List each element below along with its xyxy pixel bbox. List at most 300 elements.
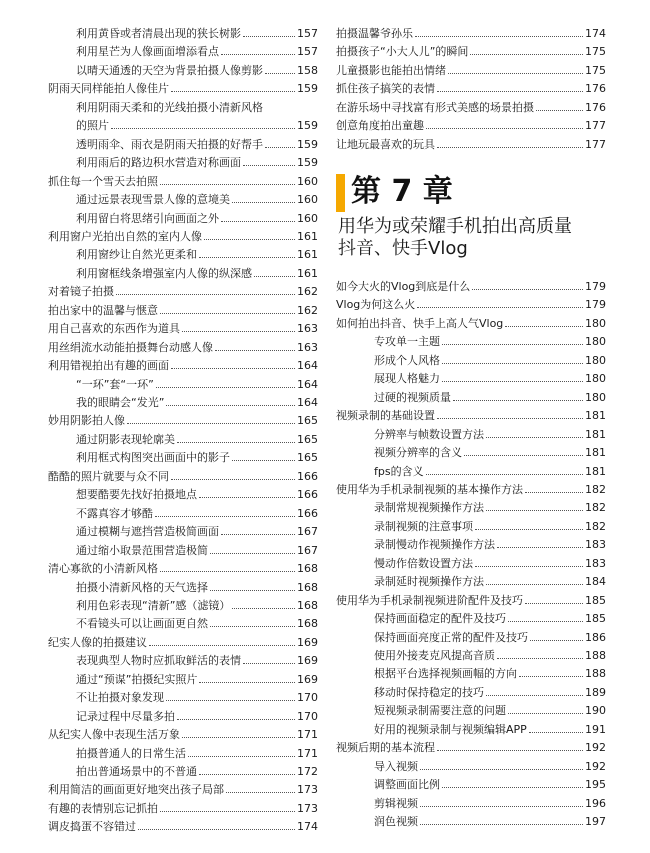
toc-entry-page: 197 (585, 815, 606, 829)
toc-leader-dots (475, 566, 583, 567)
toc-entry (336, 460, 606, 478)
toc-entry-title: 调整画面比例 (374, 778, 440, 792)
toc-leader-dots (232, 202, 295, 203)
toc-entry-title: 利用阴雨天柔和的光线拍摄小清新风格 (76, 100, 263, 114)
toc-entry-page: 161 (297, 266, 318, 280)
toc-entry-page: 189 (585, 685, 606, 699)
toc-entry-page: 169 (297, 672, 318, 686)
toc-entry-page: 185 (585, 593, 606, 607)
toc-entry (336, 607, 606, 625)
toc-leader-dots (525, 492, 583, 493)
toc-entry (48, 446, 318, 464)
toc-leader-dots (505, 326, 583, 327)
toc-entry-page: 173 (297, 801, 318, 815)
toc-leader-dots (529, 732, 583, 733)
toc-entry (48, 40, 318, 58)
toc-entry-title: 拍摄普通人的日常生活 (76, 746, 186, 760)
toc-leader-dots (138, 829, 295, 830)
toc-entry-title: 通过“预谋”拍摄纪实照片 (76, 672, 198, 686)
toc-leader-dots (199, 497, 295, 498)
toc-entry-title: 根据平台选择视频画幅的方向 (374, 667, 517, 681)
toc-entry-page: 175 (585, 63, 606, 77)
toc-entry-page: 169 (297, 635, 318, 649)
toc-entry-title: 有趣的表情别忘记抓拍 (48, 801, 158, 815)
toc-entry-page: 190 (585, 704, 606, 718)
toc-entry-page: 180 (585, 390, 606, 404)
toc-entry (336, 552, 606, 570)
toc-entry (48, 299, 318, 317)
toc-entry-page: 181 (585, 446, 606, 460)
toc-leader-dots (497, 658, 583, 659)
toc-entry-title: 从纪实人像中表现生活万象 (48, 728, 180, 742)
toc-entry-page: 157 (297, 27, 318, 40)
toc-entry-title: 的照片 (76, 119, 109, 133)
toc-entry-page: 160 (297, 193, 318, 207)
toc-entry-title: 在游乐场中寻找富有形式美感的场景拍摄 (336, 100, 534, 114)
toc-entry-page: 160 (297, 174, 318, 188)
toc-entry-page: 159 (297, 119, 318, 133)
toc-entry-title: 如何拍出抖音、快手上高人气Vlog (336, 316, 504, 330)
toc-leader-dots (442, 787, 583, 788)
toc-entry (336, 114, 606, 132)
toc-leader-dots (497, 547, 583, 548)
toc-entry-title: 让地玩最喜欢的玩具 (336, 137, 435, 151)
toc-entry-title: 清心寡欲的小清新风格 (48, 562, 158, 576)
toc-leader-dots (204, 239, 295, 240)
toc-entry-page: 160 (297, 211, 318, 225)
toc-entry-page: 166 (297, 469, 318, 483)
toc-entry (336, 77, 606, 95)
toc-entry-page: 164 (297, 359, 318, 373)
toc-entry (336, 626, 606, 644)
toc-entry (336, 644, 606, 662)
toc-entry (336, 441, 606, 459)
toc-entry (48, 170, 318, 188)
toc-leader-dots (525, 603, 583, 604)
toc-entry (336, 496, 606, 514)
toc-entry (48, 539, 318, 557)
toc-entry (48, 391, 318, 409)
toc-leader-dots (442, 363, 583, 364)
toc-entry-page: 174 (297, 820, 318, 834)
toc-entry-title: 润色视频 (374, 815, 418, 829)
toc-entry-title: 记录过程中尽量多拍 (76, 709, 175, 723)
toc-leader-dots (156, 387, 295, 388)
toc-entry (336, 755, 606, 773)
toc-entry-page: 176 (585, 82, 606, 96)
toc-entry-page: 168 (297, 598, 318, 612)
toc-leader-dots (442, 344, 583, 345)
toc-entry-page: 172 (297, 765, 318, 778)
toc-entry-title: 视频录制的基础设置 (336, 409, 435, 423)
toc-leader-dots (508, 713, 583, 714)
toc-entry-title: 使用外接麦克风提高音质 (374, 649, 495, 662)
toc-leader-dots (472, 289, 583, 290)
toc-entry-page: 181 (585, 427, 606, 441)
toc-entry-title: 视频分辨率的含义 (374, 446, 462, 460)
toc-entry (48, 797, 318, 815)
toc-leader-dots (437, 750, 583, 751)
toc-entry (48, 778, 318, 796)
toc-leader-dots (426, 128, 583, 129)
toc-entry (48, 409, 318, 427)
toc-leader-dots (177, 719, 295, 720)
toc-entry-page: 195 (585, 778, 606, 792)
toc-entry (48, 612, 318, 630)
toc-entry-page: 164 (297, 377, 318, 391)
toc-entry-title: 拍出家中的温馨与惬意 (48, 303, 158, 317)
toc-entry (48, 188, 318, 206)
toc-entry-title: Vlog为何这么火 (336, 298, 416, 312)
toc-entry (48, 317, 318, 335)
toc-leader-dots (182, 331, 295, 332)
toc-entry (336, 386, 606, 404)
toc-entry (48, 576, 318, 594)
toc-entry-page: 196 (585, 796, 606, 810)
toc-entry-title: 利用星芒为人像画面增添看点 (76, 45, 219, 59)
toc-entry-title: 表现典型人物时应抓取鲜活的表情 (76, 654, 241, 668)
toc-entry (336, 96, 606, 114)
toc-leader-dots (536, 110, 583, 111)
toc-entry (336, 736, 606, 754)
toc-entry (48, 815, 318, 833)
toc-entry-title: 利用黄昏或者清晨出现的狭长树影 (76, 27, 241, 40)
toc-entry-title: 慢动作倍数设置方法 (374, 556, 473, 570)
toc-entry-title: 利用窗纱让自然光更柔和 (76, 248, 197, 262)
toc-entry-title: 阴雨天同样能拍人像佳片 (48, 82, 169, 96)
toc-entry-title: 展现人格魅力 (374, 372, 440, 386)
toc-entry (48, 22, 318, 40)
toc-leader-dots (420, 769, 583, 770)
toc-entry (48, 336, 318, 354)
toc-leader-dots (486, 584, 583, 585)
toc-entry (336, 478, 606, 496)
toc-entry (48, 354, 318, 372)
toc-entry-title: fps的含义 (374, 464, 424, 478)
toc-entry (336, 330, 606, 348)
toc-entry-title: 拍摄小清新风格的天气选择 (76, 580, 208, 594)
toc-entry-title: 利用错视拍出有趣的画面 (48, 359, 169, 373)
toc-entry (336, 699, 606, 717)
toc-entry-title: 想要酷要先找好拍摄地点 (76, 488, 197, 502)
toc-entry-page: 166 (297, 506, 318, 520)
toc-entry-page: 159 (297, 82, 318, 96)
toc-entry-title: 保持画面稳定的配件及技巧 (374, 612, 506, 626)
toc-leader-dots (475, 529, 583, 530)
toc-entry (48, 96, 318, 114)
toc-entry (48, 557, 318, 575)
toc-entry-page: 192 (585, 759, 606, 773)
toc-entry (336, 792, 606, 810)
toc-entry (48, 668, 318, 686)
toc-leader-dots (182, 737, 295, 738)
toc-leader-dots (221, 221, 295, 222)
toc-entry (336, 40, 606, 58)
toc-entry-page: 179 (585, 298, 606, 312)
toc-entry (336, 59, 606, 77)
toc-entry-title: 儿童摄影也能拍出情绪 (336, 63, 446, 77)
toc-entry-page: 184 (585, 575, 606, 589)
toc-entry-title: 利用雨后的路边积水营造对称画面 (76, 156, 241, 170)
toc-entry-page: 182 (585, 482, 606, 496)
toc-entry-page: 177 (585, 119, 606, 133)
toc-leader-dots (210, 590, 295, 591)
toc-entry (336, 312, 606, 330)
toc-leader-dots (155, 516, 295, 517)
toc-entry (48, 225, 318, 243)
toc-entry-title: 过硬的视频质量 (374, 390, 451, 404)
toc-entry-page: 191 (585, 722, 606, 736)
toc-entry (336, 773, 606, 791)
chapter-title (338, 216, 572, 260)
toc-entry-page: 162 (297, 303, 318, 317)
toc-entry-title: 保持画面亮度正常的配件及技巧 (374, 630, 528, 644)
toc-leader-dots (486, 437, 583, 438)
toc-entry (336, 423, 606, 441)
toc-entry-title: 通过模糊与遮挡营造极简画面 (76, 525, 219, 539)
toc-entry-page: 176 (585, 100, 606, 114)
toc-entry-page: 183 (585, 538, 606, 552)
toc-entry-title: 不看镜头可以让画面更自然 (76, 617, 208, 631)
toc-entry-page: 173 (297, 783, 318, 797)
toc-leader-dots (171, 91, 295, 92)
toc-entry-title: 短视频录制需要注意的问题 (374, 704, 506, 718)
toc-leader-dots (226, 792, 295, 793)
toc-leader-dots (486, 510, 583, 511)
toc-entry (336, 718, 606, 736)
toc-entry-page: 180 (585, 372, 606, 386)
toc-leader-dots (470, 54, 583, 55)
toc-entry-title: 专攻单一主题 (374, 335, 440, 349)
toc-entry (336, 367, 606, 385)
toc-leader-dots (127, 423, 295, 424)
toc-entry (48, 428, 318, 446)
toc-entry-page: 181 (585, 409, 606, 423)
toc-entry (336, 662, 606, 680)
chapter-accent-bar (336, 174, 345, 212)
toc-entry (48, 207, 318, 225)
toc-entry (48, 502, 318, 520)
toc-leader-dots (160, 811, 295, 812)
toc-entry (48, 280, 318, 298)
toc-leader-dots (448, 73, 583, 74)
toc-leader-dots (265, 147, 295, 148)
toc-entry-title: 我的眼睛会“发光” (76, 396, 165, 409)
toc-entry (48, 243, 318, 261)
toc-entry-page: 186 (585, 630, 606, 644)
toc-leader-dots (199, 257, 295, 258)
toc-entry (48, 631, 318, 649)
toc-entry (48, 649, 318, 667)
toc-leader-dots (437, 91, 583, 92)
toc-leader-dots (265, 73, 295, 74)
toc-entry-page: 183 (585, 556, 606, 570)
toc-leader-dots (508, 621, 583, 622)
toc-entry-page: 166 (297, 488, 318, 502)
toc-leader-dots (254, 276, 295, 277)
toc-leader-dots (210, 626, 295, 627)
toc-leader-dots (188, 756, 295, 757)
toc-entry-title: 如今大火的Vlog到底是什么 (336, 280, 471, 293)
toc-leader-dots (464, 455, 583, 456)
toc-entry-page: 165 (297, 451, 318, 465)
toc-entry-page: 180 (585, 353, 606, 367)
toc-entry-title: 录制视频的注意事项 (374, 519, 473, 533)
toc-entry-page: 161 (297, 229, 318, 243)
toc-entry-title: 抓住每一个雪天去拍照 (48, 174, 158, 188)
toc-entry (336, 515, 606, 533)
toc-entry-title: 移动时保持稳定的技巧 (374, 685, 484, 699)
toc-entry-page: 185 (585, 612, 606, 626)
toc-entry (48, 59, 318, 77)
chapter-heading (336, 172, 606, 262)
toc-entry (48, 77, 318, 95)
toc-entry-page: 165 (297, 432, 318, 446)
toc-entry-title: “一环”套“一环” (76, 377, 154, 391)
chapter-title-line1: 用华为或荣耀手机拍出高质量 (338, 216, 572, 237)
toc-entry-page: 171 (297, 728, 318, 742)
toc-entry (336, 681, 606, 699)
toc-entry-page: 168 (297, 562, 318, 576)
toc-entry (336, 589, 606, 607)
toc-entry (336, 349, 606, 367)
toc-entry-page: 170 (297, 709, 318, 723)
toc-leader-dots (215, 350, 295, 351)
toc-entry-page: 158 (297, 63, 318, 77)
toc-leader-dots (420, 824, 583, 825)
toc-leader-dots (243, 36, 295, 37)
toc-entry (336, 275, 606, 293)
toc-leader-dots (417, 307, 583, 308)
toc-leader-dots (160, 313, 295, 314)
toc-entry (336, 404, 606, 422)
toc-entry-title: 用丝绢流水动能拍摄舞台动感人像 (48, 340, 213, 354)
toc-entry-title: 妙用阴影拍人像 (48, 414, 125, 428)
toc-leader-dots (160, 571, 295, 572)
toc-entry-title: 抓住孩子搞笑的表情 (336, 82, 435, 96)
toc-entry-page: 162 (297, 285, 318, 299)
toc-entry-title: 利用窗框线条增强室内人像的纵深感 (76, 266, 252, 280)
chapter-number: 第 7 章 (351, 174, 453, 209)
toc-entry-title: 拍摄温馨爷孙乐 (336, 27, 413, 40)
toc-entry-page: 168 (297, 580, 318, 594)
toc-entry (48, 262, 318, 280)
toc-entry-page: 182 (585, 519, 606, 533)
toc-leader-dots (442, 381, 583, 382)
toc-leader-dots (199, 682, 295, 683)
toc-entry-page: 177 (585, 137, 606, 151)
toc-entry (48, 760, 318, 778)
chapter-title-line2: 抖音、快手Vlog (338, 238, 468, 259)
toc-entry-page: 180 (585, 316, 606, 330)
toc-leader-dots (111, 128, 295, 129)
toc-entry-title: 利用窗户光拍出自然的室内人像 (48, 229, 202, 243)
toc-entry (48, 520, 318, 538)
toc-entry-title: 好用的视频录制与视频编辑APP (374, 722, 527, 736)
toc-leader-dots (171, 479, 295, 480)
toc-entry-title: 拍摄孩子“小大人儿”的瞬间 (336, 45, 469, 59)
toc-entry-page: 168 (297, 617, 318, 631)
toc-entry-page: 188 (585, 649, 606, 662)
toc-entry (336, 533, 606, 551)
toc-entry-title: 使用华为手机录制视频进阶配件及技巧 (336, 593, 523, 607)
toc-leader-dots (243, 165, 295, 166)
toc-entry-page: 163 (297, 340, 318, 354)
toc-entry-title: 视频后期的基本流程 (336, 741, 435, 755)
toc-entry-page: 179 (585, 280, 606, 293)
toc-entry-title: 录制慢动作视频操作方法 (374, 538, 495, 552)
toc-leader-dots (519, 676, 583, 677)
toc-entry-page: 167 (297, 525, 318, 539)
toc-entry-title: 利用留白将思绪引向画面之外 (76, 211, 219, 225)
toc-entry-title: 录制延时视频操作方法 (374, 575, 484, 589)
toc-entry-title: 使用华为手机录制视频的基本操作方法 (336, 482, 523, 496)
toc-entry-title: 对着镜子拍摄 (48, 285, 114, 299)
toc-entry-title: 导入视频 (374, 759, 418, 773)
toc-entry-page: 192 (585, 741, 606, 755)
toc-entry (336, 570, 606, 588)
toc-entry (48, 114, 318, 132)
toc-entry-title: 拍出普通场景中的不普通 (76, 765, 197, 778)
toc-entry (48, 133, 318, 151)
toc-entry-title: 透明雨伞、雨衣是阴雨天拍摄的好帮手 (76, 137, 263, 151)
toc-entry-title: 用自己喜欢的东西作为道具 (48, 322, 180, 336)
toc-entry-title: 利用框式构图突出画面中的影子 (76, 451, 230, 465)
toc-leader-dots (166, 405, 295, 406)
toc-leader-dots (116, 294, 295, 295)
toc-entry-page: 181 (585, 464, 606, 478)
toc-entry-page: 175 (585, 45, 606, 59)
toc-leader-dots (437, 418, 583, 419)
toc-entry-page: 163 (297, 322, 318, 336)
toc-entry-page: 170 (297, 691, 318, 705)
toc-entry-page: 165 (297, 414, 318, 428)
toc-entry-page: 180 (585, 335, 606, 349)
toc-entry-page: 171 (297, 746, 318, 760)
toc-entry (48, 465, 318, 483)
toc-entry (336, 22, 606, 40)
toc-entry (48, 483, 318, 501)
toc-entry-page: 188 (585, 667, 606, 681)
toc-entry-page: 167 (297, 543, 318, 557)
toc-entry-title: 纪实人像的拍摄建议 (48, 635, 147, 649)
toc-leader-dots (232, 460, 295, 461)
toc-leader-dots (426, 474, 583, 475)
toc-entry-page: 161 (297, 248, 318, 262)
toc-leader-dots (199, 774, 295, 775)
toc-entry-title: 剪辑视频 (374, 796, 418, 810)
toc-entry-title: 利用简洁的画面更好地突出孩子局部 (48, 783, 224, 797)
toc-leader-dots (166, 700, 295, 701)
toc-leader-dots (486, 695, 583, 696)
toc-entry-title: 通过远景表现雪景人像的意境美 (76, 193, 230, 207)
toc-leader-dots (210, 553, 295, 554)
toc-leader-dots (160, 184, 295, 185)
toc-leader-dots (171, 368, 295, 369)
toc-leader-dots (453, 400, 583, 401)
toc-entry-title: 录制常规视频操作方法 (374, 501, 484, 515)
toc-entry-title: 不露真容才够酷 (76, 506, 153, 520)
toc-leader-dots (437, 147, 583, 148)
toc-entry (48, 373, 318, 391)
toc-entry-title: 调皮捣蛋不容错过 (48, 820, 136, 834)
toc-entry (48, 686, 318, 704)
toc-entry (336, 133, 606, 151)
toc-leader-dots (243, 663, 295, 664)
toc-entry-title: 以晴天通透的天空为背景拍摄人像剪影 (76, 63, 263, 77)
toc-entry-page: 159 (297, 156, 318, 170)
toc-leader-dots (221, 534, 295, 535)
